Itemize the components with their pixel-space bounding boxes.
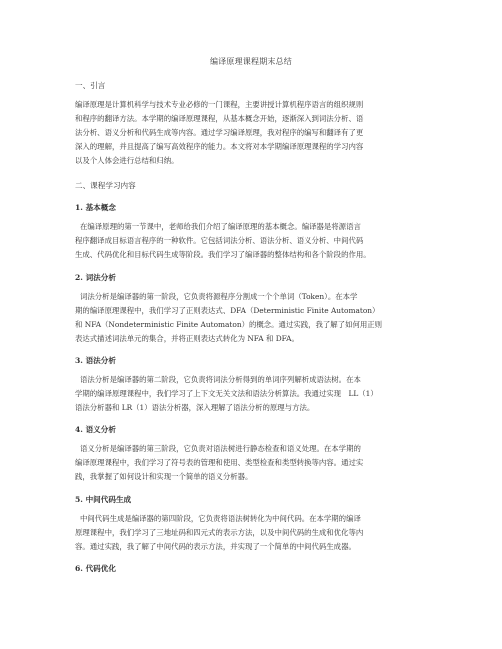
paragraph-semantic-analysis <box>75 442 439 484</box>
paragraph-basic-concepts <box>75 220 439 262</box>
paragraph-line: 践，我掌握了如何设计和实现一个简单的语义分析器。 <box>75 472 253 481</box>
paragraph-line: 学期的编译原理课程中，我们学习了上下文无关文法和语法分析算法。我通过实现 LL（1） <box>75 389 378 398</box>
paragraph-syntax-analysis <box>75 373 439 415</box>
subsection-heading-syntax-analysis: 3. 语法分析 <box>75 356 116 365</box>
paragraph-line: 编译原理是计算机科学与技术专业必修的一门课程，主要讲授计算机程序语言的组织规则 <box>75 100 364 109</box>
paragraph-line: 和 NFA（Nondeterministic Finite Automaton）的概念。通过实践，我了解了如何用正则 <box>75 320 383 329</box>
paragraph-lexical-analysis <box>75 290 439 346</box>
paragraph-line: 在编译原理的第一节课中，老师给我们介绍了编译原理的基本概念。编译器是将源语言 <box>80 222 361 231</box>
subsection-heading-code-optimization: 6. 代码优化 <box>75 564 116 573</box>
paragraph-line: 法分析、语义分析和代码生成等内容。通过学习编译原理，我对程序的编写和翻译有了更 <box>75 128 364 137</box>
subsection-heading-basic-concepts: 1. 基本概念 <box>75 203 116 212</box>
subsection-heading-lexical-analysis: 2. 词法分析 <box>75 273 116 282</box>
paragraph-line: 编译原理课程中，我们学习了符号表的管理和使用、类型检查和类型转换等内容。通过实 <box>75 458 364 467</box>
subsection-heading-semantic-analysis: 4. 语义分析 <box>75 425 116 434</box>
document-title: 编译原理课程期末总结 <box>210 57 292 66</box>
paragraph-line: 词法分析是编译器的第一阶段，它负责将源程序分割成一个个单词（Token）。在本学 <box>80 292 358 301</box>
paragraph-line: 容。通过实践，我了解了中间代码的表示方法，并实现了一个简单的中间代码生成器。 <box>75 542 356 551</box>
paragraph-line: 深入的理解，并且提高了编写高效程序的能力。本文将对本学期编译原理课程的学习内容 <box>75 142 364 151</box>
paragraph-line: 表达式描述词法单元的集合，并将正则表达式转化为 NFA 和 DFA。 <box>75 334 299 343</box>
section-heading-course-content: 二、课程学习内容 <box>75 181 136 190</box>
paragraph-line: 程序翻译成目标语言程序的一种软件。它包括词法分析、语法分析、语义分析、中间代码 <box>75 236 364 245</box>
paragraph-line: 生成、代码优化和目标代码生成等阶段。我们学习了编译器的整体结构和各个阶段的作用。 <box>75 250 371 259</box>
paragraph-line: 语法分析是编译器的第二阶段，它负责将词法分析得到的单词序列解析成语法树。在本 <box>80 375 361 384</box>
paragraph-introduction <box>75 98 439 168</box>
subsection-heading-intermediate-code: 5. 中间代码生成 <box>75 495 132 504</box>
paragraph-line: 和程序的翻译方法。本学期的编译原理课程，从基本概念开始，逐渐深入到词法分析、语 <box>75 114 364 123</box>
paragraph-line: 语法分析器和 LR（1）语法分析器，深入理解了语法分析的原理与方法。 <box>75 403 315 412</box>
section-heading-introduction: 一、引言 <box>75 81 106 90</box>
paragraph-line: 原理课程中，我们学习了三地址码和四元式的表示方法，以及中间代码的生成和优化等内 <box>75 528 364 537</box>
paragraph-line: 以及个人体会进行总结和归纳。 <box>75 156 179 165</box>
paragraph-line: 中间代码生成是编译器的第四阶段，它负责将语法树转化为中间代码。在本学期的编译 <box>80 514 361 523</box>
paragraph-intermediate-code <box>75 512 439 554</box>
paragraph-line: 期的编译原理课程中，我们学习了正则表达式、DFA（Deterministic Finite Automaton） <box>75 306 380 315</box>
paragraph-line: 语义分析是编译器的第三阶段，它负责对语法树进行静态检查和语义处理。在本学期的 <box>80 444 361 453</box>
